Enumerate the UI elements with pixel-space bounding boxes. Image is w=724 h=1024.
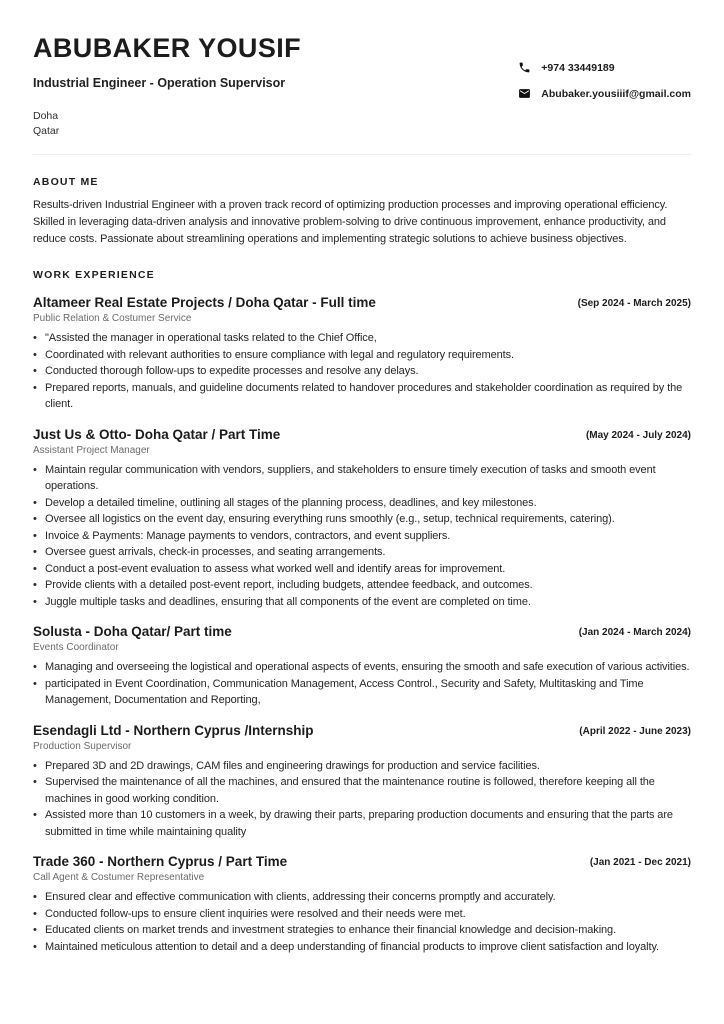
job-date: (Jan 2021 - Dec 2021) [589,857,691,869]
job-head [33,295,691,310]
bullet-item: • Assisted more than 10 customers in a week, by drawing their parts, preparing production documents and ensuring that the parts are submitted in time while maintaining quality [33,807,691,840]
work-experience-section [33,269,691,955]
job-entry-esendagli [33,723,691,841]
job-head [33,854,691,869]
bullet-item: • Managing and overseeing the logistical and operational aspects of events, ensuring the smooth and safe execution of various activities. [33,659,691,676]
location-block [33,109,301,139]
work-experience-heading: WORK EXPERIENCE [33,269,155,282]
job-role: Public Relation & Costumer Service [33,313,192,325]
bullet-item: • Educated clients on market trends and investment strategies to enhance their financial knowledge and decision-making. [33,922,691,939]
job-title: Altameer Real Estate Projects / Doha Qatar - Full time [33,295,376,311]
candidate-name: ABUBAKER YOUSIF [33,33,302,63]
bullet-item: • Juggle multiple tasks and deadlines, ensuring that all components of the event are completed on time. [33,594,691,611]
mail-icon [518,87,531,100]
bullet-item: • Coordinated with relevant authorities to ensure compliance with legal and regulatory requirements. [33,347,691,364]
header-divider [33,154,691,155]
job-entry-trade360 [33,854,691,955]
bullet-item: • Conducted thorough follow-ups to expedite processes and resolve any delays. [33,363,691,380]
bullet-item: • Provide clients with a detailed post-event report, including budgets, attendee feedback, and outcomes. [33,577,691,594]
job-date: (April 2022 - June 2023) [579,725,691,737]
job-role: Assistant Project Manager [33,444,150,456]
job-bullet-list [33,889,691,955]
job-title: Solusta - Doha Qatar/ Part time [33,624,232,640]
job-title: Just Us & Otto- Doha Qatar / Part Time [33,426,281,442]
bullet-item: • Maintained meticulous attention to detail and a deep understanding of financial products to improve client satisfaction and loyalty. [33,939,691,956]
job-date: (May 2024 - July 2024) [585,429,691,441]
bullet-item: • Conducted follow-ups to ensure client inquiries were resolved and their needs were met. [33,906,691,923]
job-date: (Jan 2024 - March 2024) [578,627,691,639]
job-head [33,427,691,442]
about-section [33,176,691,248]
bullet-item: • Oversee all logistics on the event day, ensuring everything runs smoothly (e.g., setup, technical requirements, catering). [33,511,691,528]
job-role: Events Coordinator [33,642,119,654]
job-entry-altameer [33,295,691,413]
identity-block [33,34,301,139]
bullet-item: • Conduct a post-event evaluation to assess what worked well and identify areas for improvement. [33,561,691,578]
bullet-item: • Maintain regular communication with vendors, suppliers, and stakeholders to ensure timely execution of tasks and smooth event operations. [33,462,691,495]
job-bullet-list [33,330,691,413]
contact-block [518,34,691,100]
phone-icon [518,61,531,74]
bullet-item: • Prepared reports, manuals, and guideline documents related to handover procedures and stakeholder coordination as required by the client. [33,380,691,413]
bullet-item: • Supervised the maintenance of all the machines, and ensured that the maintenance routine is followed, therefore keeping all the machines in good working condition. [33,774,691,807]
job-role: Production Supervisor [33,740,132,752]
email-row [518,87,691,100]
job-head [33,723,691,738]
candidate-headline: Industrial Engineer - Operation Supervisor [33,75,286,90]
about-heading: ABOUT ME [33,176,99,189]
job-title: Trade 360 - Northern Cyprus / Part Time [33,854,288,870]
phone-row [518,61,691,74]
bullet-item: • Prepared 3D and 2D drawings, CAM files and engineering drawings for production and service facilities. [33,758,691,775]
job-bullet-list [33,659,691,709]
job-role: Call Agent & Costumer Representative [33,872,205,884]
location-country: Qatar [33,124,60,137]
email-value: Abubaker.yousiiif@gmail.com [541,87,691,100]
location-city: Doha [33,109,59,122]
job-bullet-list [33,462,691,611]
bullet-item: • Ensured clear and effective communication with clients, addressing their concerns promptly and accurately. [33,889,691,906]
about-text: Results-driven Industrial Engineer with a proven track record of optimizing production processes and improving operational efficiency. Skilled in leveraging data-driven analysis and innovative problem-solving to drive continuous improvement, enhance productivity, and reduce costs. Passionate about streamlining operations and implementing strategic solutions to achieve business objectives. [33,199,668,246]
resume-header [33,34,691,139]
bullet-item: • Invoice & Payments: Manage payments to vendors, contractors, and event suppliers. [33,528,691,545]
job-date: (Sep 2024 - March 2025) [577,298,691,310]
job-head [33,624,691,639]
bullet-item: • "Assisted the manager in operational tasks related to the Chief Office, [33,330,691,347]
job-entry-solusta [33,624,691,709]
job-bullet-list [33,758,691,841]
bullet-item: • Develop a detailed timeline, outlining all stages of the planning process, deadlines, and key milestones. [33,495,691,512]
bullet-item: • participated in Event Coordination, Communication Management, Access Control., Security and Safety, Multitasking and Time Management, Documentation and Reporting, [33,676,691,709]
phone-value: +974 33449189 [541,61,615,74]
bullet-item: • Oversee guest arrivals, check-in processes, and seating arrangements. [33,544,691,561]
job-title: Esendagli Ltd - Northern Cyprus /Internship [33,722,314,738]
job-entry-justus-otto [33,427,691,611]
